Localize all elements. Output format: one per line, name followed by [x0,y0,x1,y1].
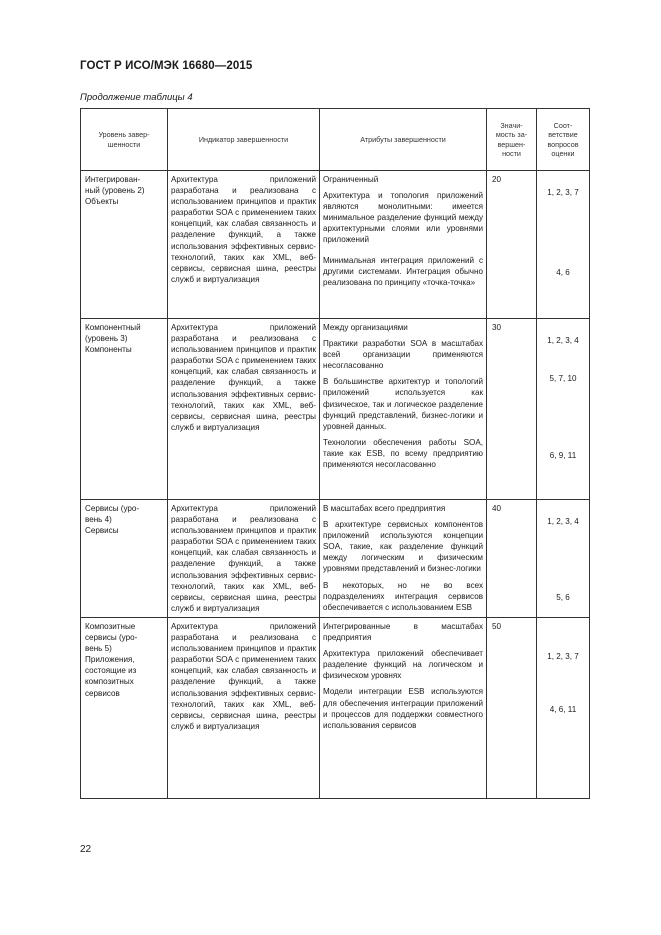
table-header-row [81,109,590,171]
significance-cell: 30 [487,319,537,500]
question-refs: 5, 6 [556,593,570,602]
questions-cell [537,171,590,319]
question-refs: 1, 2, 3, 7 [547,188,579,197]
attribute-text: В архитектуре сервисных компонентов приложений используются концепции SOA, такие, как разделение функций между логическим и физическим уровнями представлений и бизнес-логики [323,520,483,574]
indicator-cell: Архитектура приложений разработана и реализована с использованием принципов и практик разработки SOA с применением таких концепций, как слабая связанность и разделение функций, а также использования эффективных сервис-технологий, таких как XML, веб-сервисы, сервисная шина, реестры служб и виртуализация [168,319,320,500]
column-header-level: Уровень завер- шенности [81,109,168,171]
significance-cell: 50 [487,618,537,799]
attribute-text: Модели интеграции ESB используются для обеспечения интеграции приложений и процессов для поддержки совместного использования сервисов [323,687,483,730]
question-refs: 4, 6 [556,268,570,277]
column-header-attributes: Атрибуты завершенности [320,109,487,171]
indicator-cell: Архитектура приложений разработана и реализована с использованием принципов и практик разработки SOA с применением таких концепций, как слабая связанность и разделение функций, а также использования эффективных сервис-технологий, таких как XML, веб-сервисы, сервисная шина, реестры служб и виртуализация [168,500,320,618]
question-refs: 1, 2, 3, 7 [547,652,579,661]
column-header-questions: Соот- ветствие вопросов оценки [537,109,590,171]
attribute-text: В большинстве архитектур и топологий приложений используется как физическое, так и логическое разделение функций представлений, бизнес-логики и уровней данных. [323,377,483,431]
question-refs: 1, 2, 3, 4 [547,336,579,345]
attribute-text: Архитектура приложений обеспечивает разделение функций на логическом и физическом уровнях [323,649,483,681]
attribute-text: Ограниченный [323,175,379,184]
attribute-text: Между организациями [323,323,408,332]
attribute-text: Практики разработки SOA в масштабах всей организации применяются несогласованно [323,339,483,371]
table-row [81,171,590,319]
attribute-text: В некоторых, но не во всех подразделениях интеграция сервисов обеспечивается с использованием ESB [323,580,483,612]
significance-cell: 40 [487,500,537,618]
attributes-cell [320,319,487,500]
level-cell: Сервисы (уро- вень 4) Сервисы [81,500,168,618]
question-refs: 6, 9, 11 [549,451,577,460]
questions-cell [537,618,590,799]
table-row [81,500,590,618]
page-number: 22 [80,844,92,855]
table-row [81,319,590,500]
attribute-text: В масштабах всего предприятия [323,504,446,513]
indicator-cell: Архитектура приложений разработана и реализована с использованием принципов и практик разработки SOA с применением таких концепций, как слабая связанность и разделение функций, а также использования эффективных сервис-технологий, таких как XML, веб-сервисы, сервисная шина, реестры служб и виртуализация [168,171,320,319]
question-refs: 1, 2, 3, 4 [547,517,579,526]
question-refs: 4, 6, 11 [549,705,577,714]
attributes-cell [320,618,487,799]
indicator-cell: Архитектура приложений разработана и реализована с использованием принципов и практик разработки SOA с применением таких концепций, как слабая связанность и разделение функций, а также использования эффективных сервис-технологий, таких как XML, веб-сервисы, сервисная шина, реестры служб и виртуализация [168,618,320,799]
level-cell: Интегрирован- ный (уровень 2) Объекты [81,171,168,319]
questions-cell [537,500,590,618]
attribute-text: Минимальная интеграция приложений с другими системами. Интеграция обычно реализована по принципу «точка-точка» [323,255,483,287]
document-header: ГОСТ Р ИСО/МЭК 16680—2015 [80,60,253,72]
attribute-text: Архитектура и топология приложений являются монолитными: имеется минимальное разделение функций между архитектурными слоями или уровнями приложений [323,191,483,245]
attributes-cell [320,171,487,319]
maturity-table [80,108,590,799]
attribute-text: Технологии обеспечения работы SOA, такие как ESB, по всему предприятию применяются несогласованно [323,437,483,470]
attributes-cell [320,500,487,618]
level-cell: Компонентный (уровень 3) Компоненты [81,319,168,500]
significance-cell: 20 [487,171,537,319]
level-cell: Композитные сервисы (уро- вень 5) Приложения, состоящие из композитных сервисов [81,618,168,799]
questions-cell [537,319,590,500]
column-header-indicator: Индикатор завершенности [168,109,320,171]
attribute-text: Интегрированные в масштабах предприятия [323,622,483,643]
question-refs: 5, 7, 10 [549,374,577,383]
table-row [81,618,590,799]
table-continuation-caption: Продолжение таблицы 4 [80,92,193,103]
column-header-significance: Значи- мость за- вершен- ности [487,109,537,171]
